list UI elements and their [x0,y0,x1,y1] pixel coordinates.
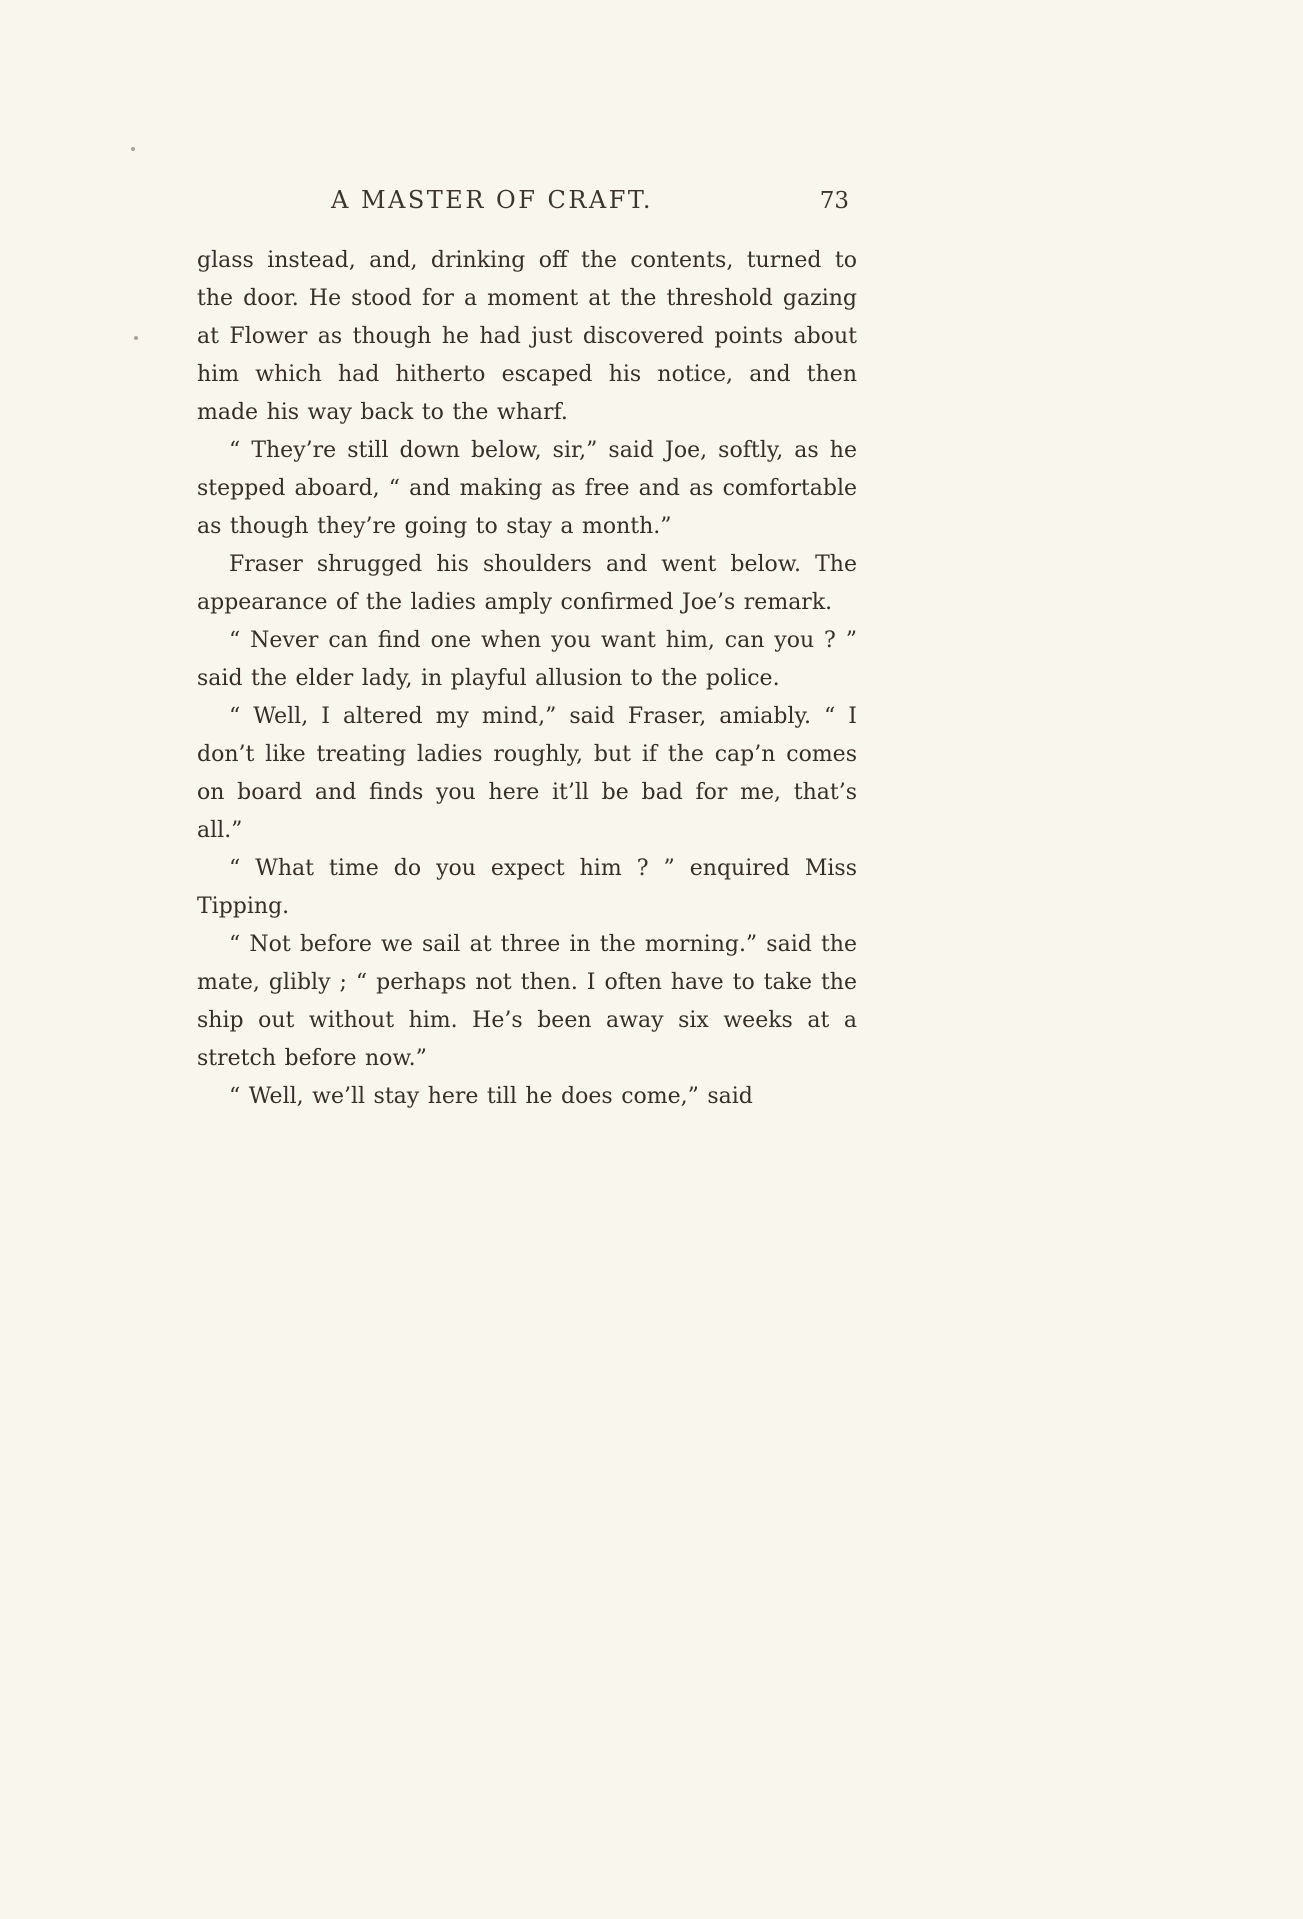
running-header [197,186,857,220]
paragraph: “ Not before we sail at three in the morning.” said the mate, glibly ; “ perhaps not then. I often have to take the ship out without him. He’s been away six weeks at a stretch before now.” [197,932,857,1071]
scan-speck [131,147,135,151]
paragraph: “ Well, I altered my mind,” said Fraser, amiably. “ I don’t like treating ladies roughly, but if the cap’n comes on board and finds you here it’ll be bad for me, that’s all.” [197,704,857,843]
paragraph: “ What time do you expect him ? ” enquired Miss Tipping. [197,856,857,919]
scan-speck [134,336,138,340]
paragraph: “ They’re still down below, sir,” said Joe, softly, as he stepped aboard, “ and making as free and as comfortable as though they’re going to stay a month.” [197,438,857,539]
body-text [197,242,857,1116]
paragraph: Fraser shrugged his shoulders and went below. The appearance of the ladies amply confirmed Joe’s remark. [197,552,857,615]
paragraph: glass instead, and, drinking off the contents, turned to the door. He stood for a moment at the threshold gazing at Flower as though he had just discovered points about him which had hitherto escaped his notice, and then made his way back to the wharf. [197,248,857,425]
page-title: A MASTER OF CRAFT. [330,186,654,214]
paragraph: “ Never can find one when you want him, can you ? ” said the elder lady, in playful allusion to the police. [197,628,857,691]
paragraph: “ Well, we’ll stay here till he does come,” said [229,1084,753,1109]
page-number: 73 [819,188,849,214]
